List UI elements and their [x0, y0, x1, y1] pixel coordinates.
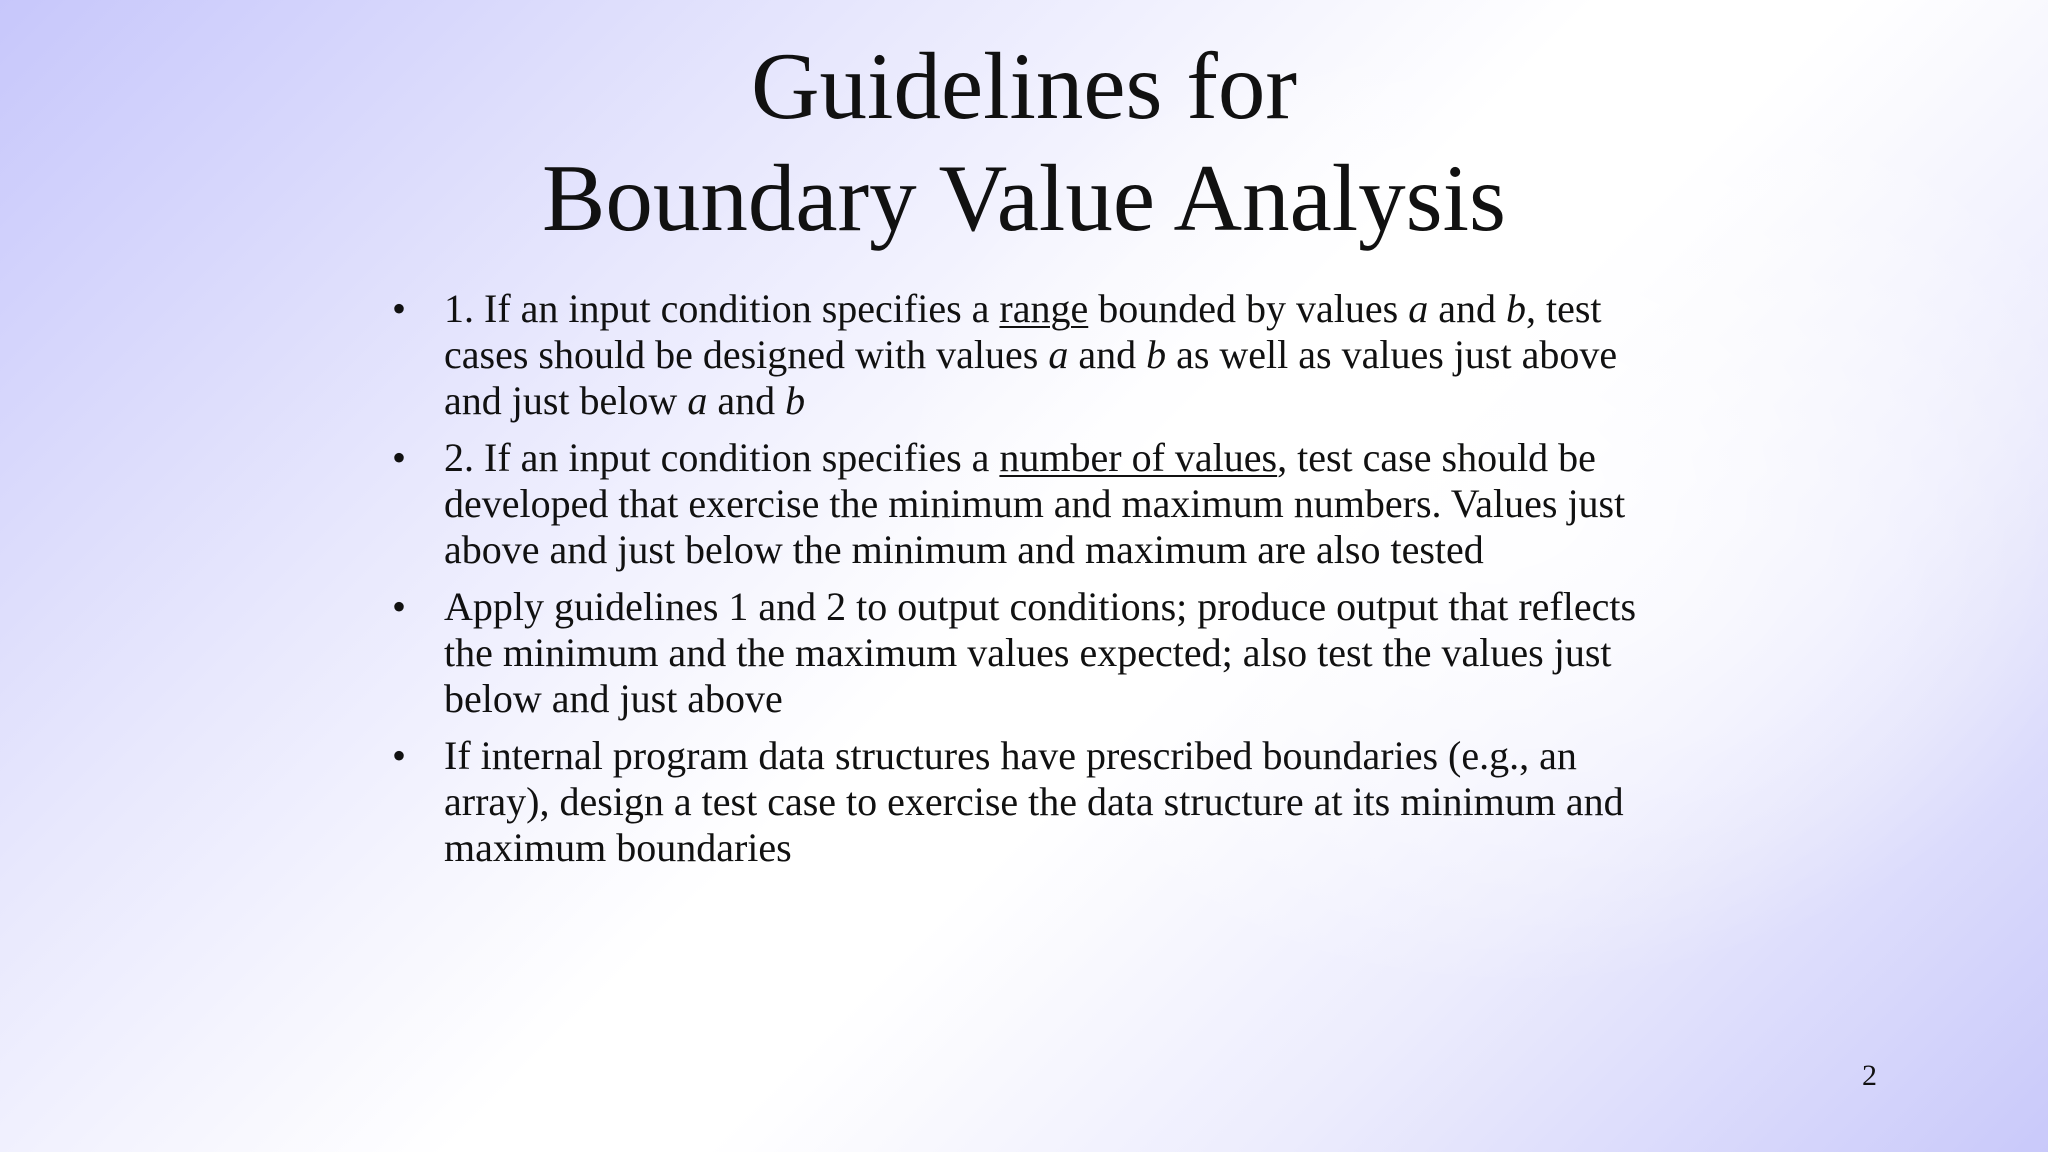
- text-segment: , test cases should be designed with values: [444, 286, 1602, 377]
- text-segment: , test case should be developed that exercise the minimum and maximum numbers. Values just above and just below the minimum and maximum are also tested: [444, 435, 1626, 572]
- bullet-list: [384, 286, 1674, 882]
- underlined-term: number of values: [999, 435, 1278, 480]
- variable: a: [1408, 286, 1429, 331]
- bullet-dot: •: [391, 733, 406, 778]
- text-segment: and: [1068, 332, 1147, 377]
- text-segment: 1. If an input condition specifies a: [444, 286, 1000, 331]
- variable: a: [687, 378, 708, 423]
- bullet-item-output-conditions: [384, 584, 1674, 722]
- variable: b: [1505, 286, 1526, 331]
- bullet-dot: •: [391, 435, 406, 480]
- text-segment: and: [1428, 286, 1506, 331]
- underlined-term: range: [999, 286, 1089, 331]
- variable: b: [785, 378, 806, 423]
- bullet-text: [444, 286, 1617, 423]
- text-segment: 2. If an input condition specifies a: [444, 435, 1000, 480]
- variable: a: [1048, 332, 1069, 377]
- bullet-text: Apply guidelines 1 and 2 to output conditions; produce output that reflects the minimum and the maximum values expected; also test the values just below and just above: [444, 584, 1637, 721]
- bullet-dot: •: [391, 584, 406, 629]
- bullet-text: [444, 435, 1625, 572]
- bullet-item-number-of-values: [384, 435, 1674, 573]
- text-segment: and: [707, 378, 786, 423]
- text-segment: as well as values just above and just below: [444, 332, 1618, 423]
- text-segment: bounded by values: [1088, 286, 1409, 331]
- variable: b: [1146, 332, 1167, 377]
- title-line-1: Guidelines for: [750, 33, 1298, 139]
- slide-title: [0, 30, 2048, 254]
- bullet-text: If internal program data structures have prescribed boundaries (e.g., an array), design a test case to exercise the data structure at its minimum and maximum boundaries: [444, 733, 1624, 870]
- page-number: 2: [1862, 1059, 1877, 1092]
- title-line-2: Boundary Value Analysis: [541, 145, 1506, 251]
- bullet-dot: •: [391, 286, 406, 331]
- bullet-item-range: [384, 286, 1674, 424]
- bullet-item-data-structures: [384, 733, 1674, 871]
